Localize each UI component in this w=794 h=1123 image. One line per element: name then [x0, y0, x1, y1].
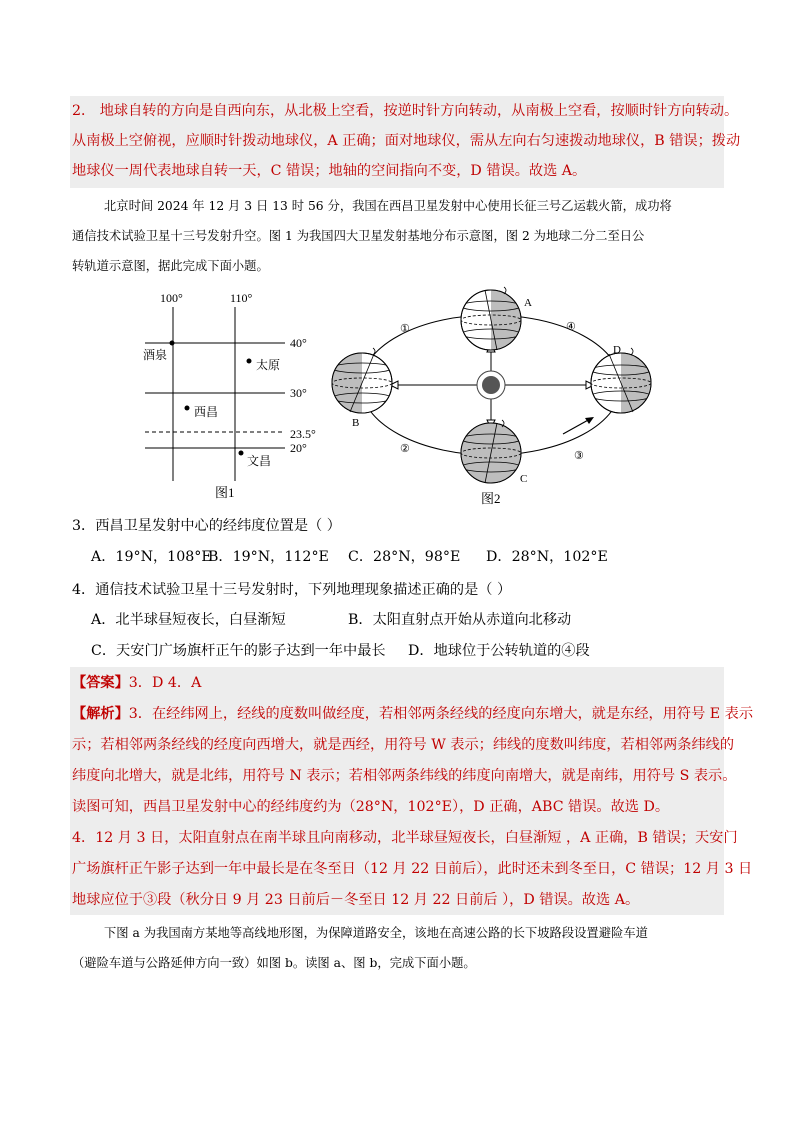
- question3-stem: 3．西昌卫星发射中心的经纬度位置是（ ）: [72, 518, 341, 534]
- figure2-orbit-diagram: [328, 282, 668, 512]
- sun: [477, 371, 505, 399]
- site-label-jiuquan: 酒泉: [143, 348, 168, 362]
- question4-stem: 4．通信技术试验卫星十三号发射时，下列地理现象描述正确的是（ ）: [72, 582, 512, 598]
- position-label-a: A: [524, 297, 532, 309]
- lat-label-30: 30°: [290, 386, 307, 400]
- site-label-taiyuan: 太原: [256, 358, 281, 372]
- position-label-c: C: [520, 473, 528, 485]
- analysis-line-4: 读图可知，西昌卫星发射中心的经纬度约为（28°N，102°E），D 正确，ABC 错误。故选 D。: [72, 799, 670, 815]
- question3-option-c: C．28°N，98°E: [348, 549, 461, 565]
- answer-key-line: [72, 673, 201, 693]
- analysis-line-5: 4．12 月 3 日，太阳直射点在南半球且向南移动，北半球昼短夜长，白昼渐短 ，A 正确，B 错误；天安门: [72, 830, 738, 846]
- question4-option-a: A．北半球昼短夜长，白昼渐短: [91, 612, 286, 628]
- segment-label-3: ③: [574, 450, 584, 462]
- answer-key-label: 【答案】: [72, 675, 129, 691]
- earth-position-a: [461, 282, 531, 362]
- question3-option-d: D．28°N，102°E: [486, 549, 608, 565]
- lat-label-40: 40°: [290, 336, 307, 350]
- intro1-line-3: 转轨道示意图，据此完成下面小题。: [72, 259, 269, 273]
- lat-label-23-5: 23.5°: [290, 427, 316, 441]
- lon-label-110: 110°: [230, 291, 253, 305]
- earth-position-d: [591, 342, 661, 422]
- analysis-label: 【解析】: [72, 706, 129, 722]
- orbit-direction-arrow: [563, 419, 590, 434]
- segment-label-1: ①: [400, 323, 410, 335]
- position-label-d: D: [613, 344, 621, 356]
- analysis-line-1: [72, 704, 753, 724]
- analysis-first-text: 3．在经纬网上，经线的度数叫做经度，若相邻两条经线的经度向东增大，就是东经，用符号 E 表示: [128, 706, 754, 722]
- answer-key-text: 3．D 4．A: [128, 675, 202, 691]
- intro1-line-2: 通信技术试验卫星十三号发射升空。图 1 为我国四大卫星发射基地分布示意图，图 2 为地球二分二至日公: [72, 229, 645, 243]
- site-dot-jiuquan: [170, 341, 175, 346]
- figure1-grid-map: [135, 285, 335, 505]
- site-dot-taiyuan: [247, 359, 252, 364]
- lat-label-20: 20°: [290, 441, 307, 455]
- question4-option-d: D．地球位于公转轨道的④段: [408, 643, 590, 659]
- lon-label-100: 100°: [160, 291, 183, 305]
- figure2-caption: 图2: [481, 491, 501, 506]
- answer2-line-3: 地球仪一周代表地球自转一天，C 错误；地轴的空间指向不变，D 错误。故选 A。: [72, 163, 587, 179]
- analysis-line-7: 地球应位于③段（秋分日 9 月 23 日前后－冬至日 12 月 22 日前后 ），D 错误。故选 A。: [72, 892, 640, 908]
- rotation-mark-d: [631, 348, 633, 355]
- question3-option-a: A．19°N，108°E: [91, 549, 212, 565]
- site-dot-xichang: [185, 406, 190, 411]
- earth-position-b: [328, 342, 392, 422]
- figure1-caption: 图1: [215, 485, 235, 500]
- intro2-line-1: 下图 a 为我国南方某地等高线地形图，为保障道路安全，该地在高速公路的长下坡路段设置避险车道: [104, 926, 648, 940]
- question4-option-b: B．太阳直射点开始从赤道向北移动: [348, 612, 572, 628]
- analysis-line-3: 纬度向北增大，就是北纬，用符号 N 表示；若相邻两条纬线的纬度向南增大，就是南纬，用符号 S 表示。: [72, 768, 737, 784]
- question3-option-b: B．19°N，112°E: [208, 549, 329, 565]
- question4-option-c: C．天安门广场旗杆正午的影子达到一年中最长: [91, 643, 386, 659]
- segment-label-2: ②: [400, 443, 410, 455]
- site-label-wenchang: 文昌: [247, 454, 272, 468]
- intro1-line-1: 北京时间 2024 年 12 月 3 日 13 时 56 分，我国在西昌卫星发射中心使用长征三号乙运载火箭，成功将: [104, 199, 672, 213]
- analysis-line-6: 广场旗杆正午影子达到一年中最长是在冬至日（12 月 22 日前后），此时还未到冬至日，C 错误；12 月 3 日: [72, 861, 753, 877]
- analysis-line-2: 示；若相邻两条经线的经度向西增大，就是西经，用符号 W 表示；纬线的度数叫纬度，若相邻两条纬线的: [72, 737, 735, 753]
- site-label-xichang: 西昌: [194, 405, 219, 419]
- segment-label-4: ④: [566, 321, 576, 333]
- site-dot-wenchang: [239, 451, 244, 456]
- intro2-line-2: （避险车道与公路延伸方向一致）如图 b。读图 a、图 b，完成下面小题。: [72, 956, 476, 970]
- position-label-b: B: [352, 417, 360, 429]
- answer2-line-2: 从南极上空俯视，应顺时针拨动地球仪，A 正确；面对地球仪，需从左向右匀速拨动地球仪，B 错误；拨动: [72, 133, 741, 149]
- answer2-line-1: 2． 地球自转的方向是自西向东，从北极上空看，按逆时针方向转动，从南极上空看，按顺时针方向转动。: [72, 103, 739, 119]
